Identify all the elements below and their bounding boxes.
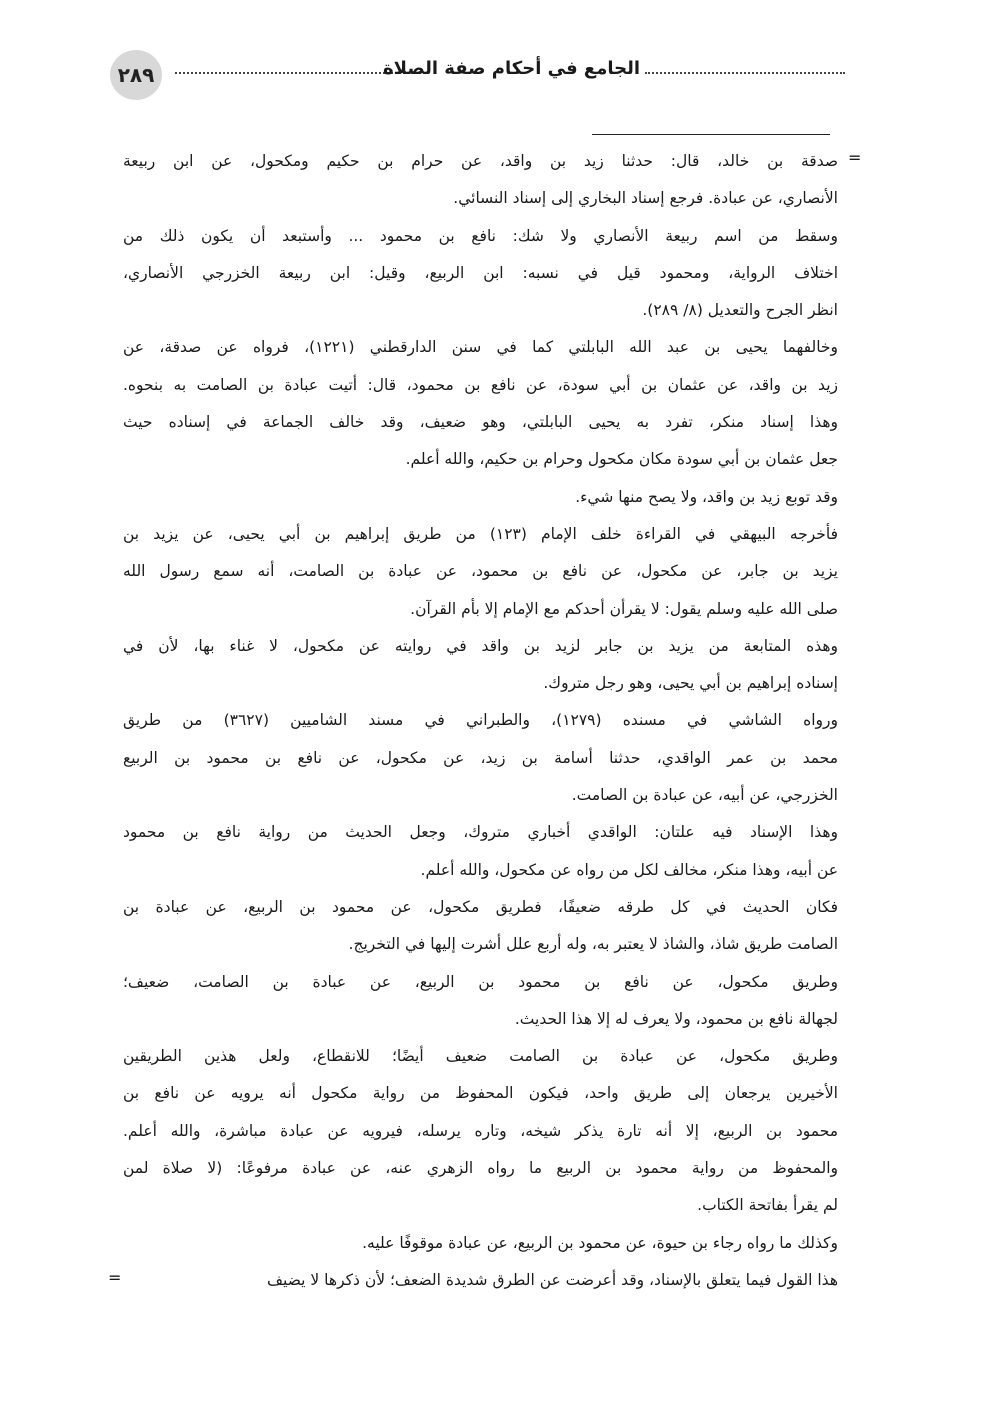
text-line: وسقط من اسم ربيعة الأنصاري ولا شك: نافع بن محمود ... وأستبعد أن يكون ذلك من [123, 226, 838, 245]
page-number: ٢٨٩ [110, 50, 162, 100]
text-line: زيد بن واقد، عن عثمان بن أبي سودة، عن نافع بن محمود، قال: أتيت عبادة بن الصامت به بنحوه. [123, 375, 838, 394]
text-line: ورواه الشاشي في مسنده (١٢٧٩)، والطبراني في مسند الشاميين (٣٦٢٧) من طريق [123, 711, 838, 730]
continuation-mark-start: = [848, 148, 862, 167]
text-line: الصامت طريق شاذ، والشاذ لا يعتبر به، وله أربع علل أشرت إليها في التخريج. [348, 935, 838, 954]
text-line: محمد بن عمر الواقدي، حدثنا أسامة بن زيد، عن مكحول، عن نافع بن محمود بن الربيع [123, 748, 838, 767]
continuation-mark-end: = [108, 1268, 122, 1287]
text-line: وطريق مكحول، عن عبادة بن الصامت ضعيف أيضًا؛ للانقطاع، ولعل هذين الطريقين [123, 1047, 838, 1066]
dotted-leader-right [645, 72, 845, 74]
text-line: يزيد بن جابر، عن مكحول، عن نافع بن محمود، عن عبادة بن الصامت، أنه سمع رسول الله [123, 562, 838, 581]
text-line: جعل عثمان بن أبي سودة مكان مكحول وحرام بن حكيم، والله أعلم. [405, 450, 838, 469]
text-line: اختلاف الرواية، ومحمود قيل في نسبه: ابن الربيع، وقيل: ابن ربيعة الخزرجي الأنصاري، [123, 263, 838, 282]
text-line: الخزرجي، عن أبيه، عن عبادة بن الصامت. [571, 786, 838, 805]
text-line: إسناده إبراهيم بن أبي يحيى، وهو رجل متروك. [543, 674, 838, 693]
text-line: والمحفوظ من رواية محمود بن الربيع ما رواه الزهري عنه، عن عبادة مرفوعًا: (لا صلاة لمن [123, 1159, 838, 1178]
text-line: وقد توبع زيد بن واقد، ولا يصح منها شيء. [575, 487, 838, 506]
text-line: محمود بن الربيع، إلا أنه تارة يذكر شيخه، وتاره يرسله، فيرويه عن عبادة مباشرة، والله أعلم. [123, 1121, 838, 1140]
text-line: انظر الجرح والتعديل (٨/ ٢٨٩). [642, 301, 838, 320]
text-line: وكذلك ما رواه رجاء بن حيوة، عن محمود بن الربيع، عن عبادة موقوفًا عليه. [362, 1233, 838, 1252]
text-line: الأخيرين يرجعان إلى طريق واحد، فيكون المحفوظ من رواية مكحول أنه يرويه عن نافع بن [123, 1084, 838, 1103]
text-line: الأنصاري، عن عبادة. فرجع إسناد البخاري إلى إسناد النسائي. [453, 189, 838, 208]
running-title: الجامع في أحكام صفة الصلاة [383, 58, 640, 79]
text-line: عن أبيه، وهذا منكر، مخالف لكل من رواه عن مكحول، والله أعلم. [420, 860, 838, 879]
text-line: هذا القول فيما يتعلق بالإسناد، وقد أعرضت عن الطرق شديدة الضعف؛ لأن ذكرها لا يضيف [267, 1270, 838, 1289]
text-line: لم يقرأ بفاتحة الكتاب. [697, 1196, 838, 1215]
footnote-separator [592, 134, 830, 135]
text-line: وطريق مكحول، عن نافع بن محمود بن الربيع، عن عبادة بن الصامت، ضعيف؛ [123, 972, 838, 991]
text-line: وخالفهما يحيى بن عبد الله البابلتي كما في سنن الدارقطني (١٢٢١)، فرواه عن صدقة، عن [123, 338, 838, 357]
text-line: صلى الله عليه وسلم يقول: لا يقرأن أحدكم مع الإمام إلا بأم القرآن. [410, 599, 838, 618]
text-line: وهذه المتابعة من يزيد بن جابر لزيد بن واقد في روايته عن مكحول، لا غناء بها، لأن في [123, 636, 838, 655]
text-line: وهذا إسناد منكر، تفرد به يحيى البابلتي، وهو ضعيف، وقد خالف الجماعة في إسناده حيث [123, 413, 838, 432]
text-line: فكان الحديث في كل طرقه ضعيفًا، فطريق مكحول، عن محمود بن الربيع، عن عبادة بن [123, 897, 838, 916]
page-header [105, 50, 850, 100]
footnote-text [123, 143, 838, 1299]
text-line: لجهالة نافع بن محمود، ولا يعرف له إلا هذا الحديث. [514, 1009, 838, 1028]
text-line: صدقة بن خالد، قال: حدثنا زيد بن واقد، عن حرام بن حكيم ومكحول، عن ابن ربيعة [123, 152, 838, 170]
text-line: فأخرجه البيهقي في القراءة خلف الإمام (١٢٣) من طريق إبراهيم بن أبي يحيى، عن يزيد بن [123, 524, 838, 543]
text-line: وهذا الإسناد فيه علتان: الواقدي أخباري متروك، وجعل الحديث من رواية نافع بن محمود [123, 823, 838, 842]
